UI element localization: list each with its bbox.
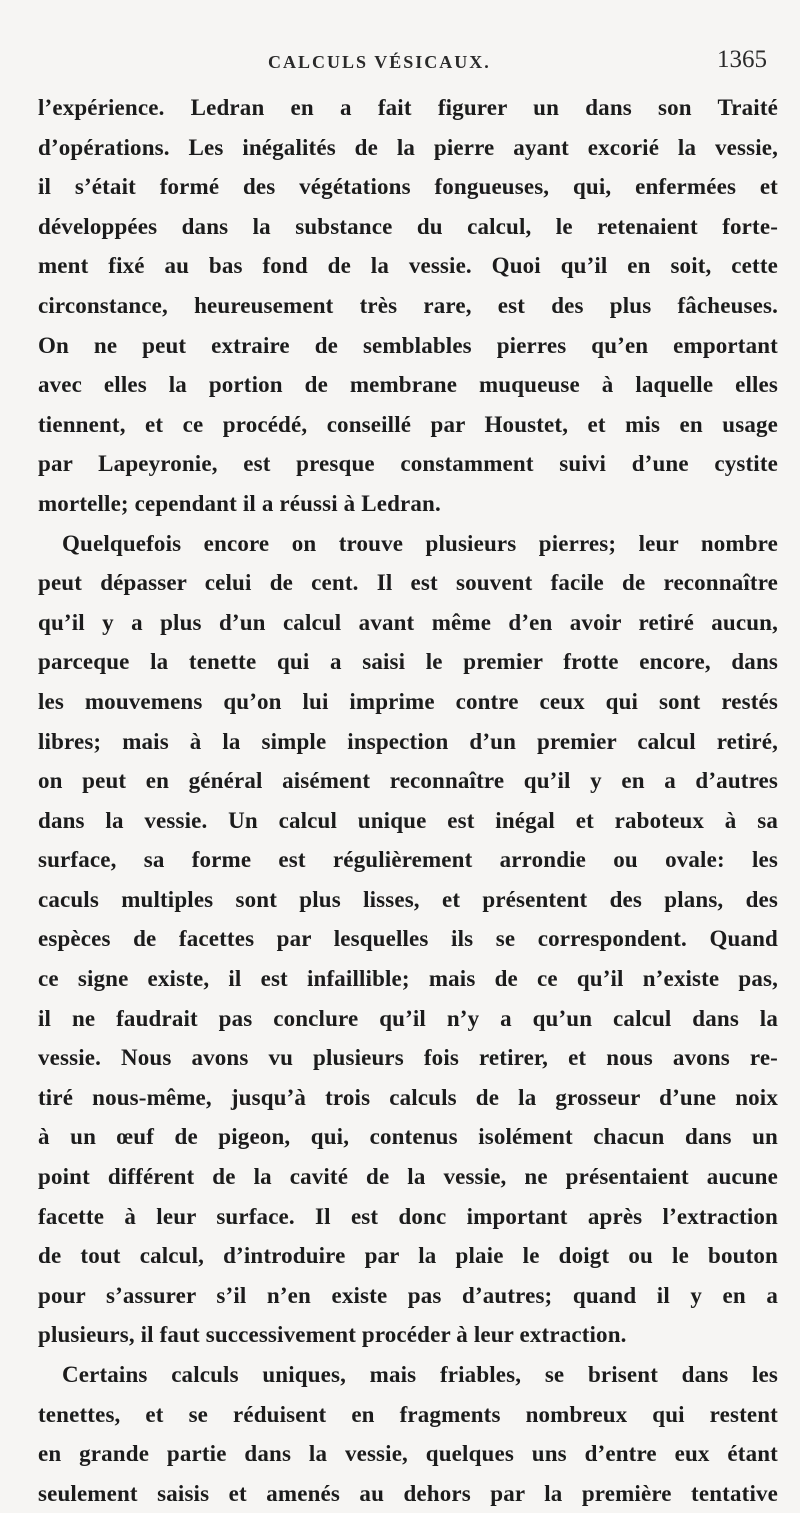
body-text <box>38 88 778 1513</box>
text-line: mortelle; cependant il a réussi à Ledran. <box>38 490 441 516</box>
text-line: parceque la tenette qui a saisi le premier frotte encore, dans <box>38 649 778 675</box>
text-line: de tout calcul, d’introduire par la plaie le doigt ou le bouton <box>38 1243 778 1269</box>
text-line: tenettes, et se réduisent en fragments nombreux qui restent <box>38 1401 778 1427</box>
text-line: en grande partie dans la vessie, quelques uns d’entre eux étant <box>38 1441 778 1467</box>
page-number: 1365 <box>717 46 767 73</box>
text-line: dans la vessie. Un calcul unique est inégal et raboteux à sa <box>38 807 778 833</box>
text-line: tiré nous-même, jusqu’à trois calculs de la grosseur d’une noix <box>38 1084 778 1110</box>
text-line: On ne peut extraire de semblables pierres qu’en emportant <box>38 332 778 358</box>
text-line: les mouvemens qu’on lui imprime contre ceux qui sont restés <box>38 688 778 714</box>
text-line: point différent de la cavité de la vessie, ne présentaient aucune <box>38 1164 778 1190</box>
text-line: circonstance, heureusement très rare, est des plus fâcheuses. <box>38 292 778 318</box>
text-line: plusieurs, il faut successivement procéder à leur extraction. <box>38 1322 627 1348</box>
text-line: seulement saisis et amenés au dehors par la première tentative <box>38 1480 778 1506</box>
text-line: développées dans la substance du calcul, le retenaient forte- <box>38 213 778 239</box>
text-line: l’expérience. Ledran en a fait figurer un dans son Traité <box>38 95 778 120</box>
paragraph-start-line: Quelquefois encore on trouve plusieurs pierres; leur nombre <box>62 530 778 556</box>
text-line: facette à leur surface. Il est donc important après l’extraction <box>38 1203 778 1229</box>
text-line: il ne faudrait pas conclure qu’il n’y a qu’un calcul dans la <box>38 1005 778 1031</box>
text-line: surface, sa forme est régulièrement arrondie ou ovale: les <box>38 847 778 873</box>
paragraph-start-line: Certains calculs uniques, mais friables, se brisent dans les <box>62 1362 778 1387</box>
text-line: espèces de facettes par lesquelles ils se correspondent. Quand <box>38 926 778 952</box>
text-line: peut dépasser celui de cent. Il est souvent facile de reconnaître <box>38 570 778 596</box>
text-line: pour s’assurer s’il n’en existe pas d’autres; quand il y en a <box>38 1282 778 1308</box>
text-line: on peut en général aisément reconnaître qu’il y en a d’autres <box>38 768 778 794</box>
text-line: il s’était formé des végétations fongueuses, qui, enfermées et <box>38 174 778 200</box>
text-line: avec elles la portion de membrane muqueuse à laquelle elles <box>38 372 778 398</box>
text-line: ce signe existe, il est infaillible; mais de ce qu’il n’existe pas, <box>38 966 778 992</box>
text-line: libres; mais à la simple inspection d’un premier calcul retiré, <box>38 728 778 754</box>
text-line: tiennent, et ce procédé, conseillé par Houstet, et mis en usage <box>38 411 778 437</box>
running-head <box>0 44 800 84</box>
text-line: qu’il y a plus d’un calcul avant même d’en avoir retiré aucun, <box>38 609 778 635</box>
text-line: caculs multiples sont plus lisses, et présentent des plans, des <box>38 886 778 912</box>
running-title: CALCULS VÉSICAUX. <box>268 52 491 72</box>
text-line: vessie. Nous avons vu plusieurs fois retirer, et nous avons re- <box>38 1045 778 1071</box>
text-line: d’opérations. Les inégalités de la pierre ayant excorié la vessie, <box>38 134 778 160</box>
text-line: ment fixé au bas fond de la vessie. Quoi qu’il en soit, cette <box>38 253 778 279</box>
text-line: à un œuf de pigeon, qui, contenus isolément chacun dans un <box>38 1124 778 1150</box>
text-line: par Lapeyronie, est presque constamment suivi d’une cystite <box>38 451 778 477</box>
